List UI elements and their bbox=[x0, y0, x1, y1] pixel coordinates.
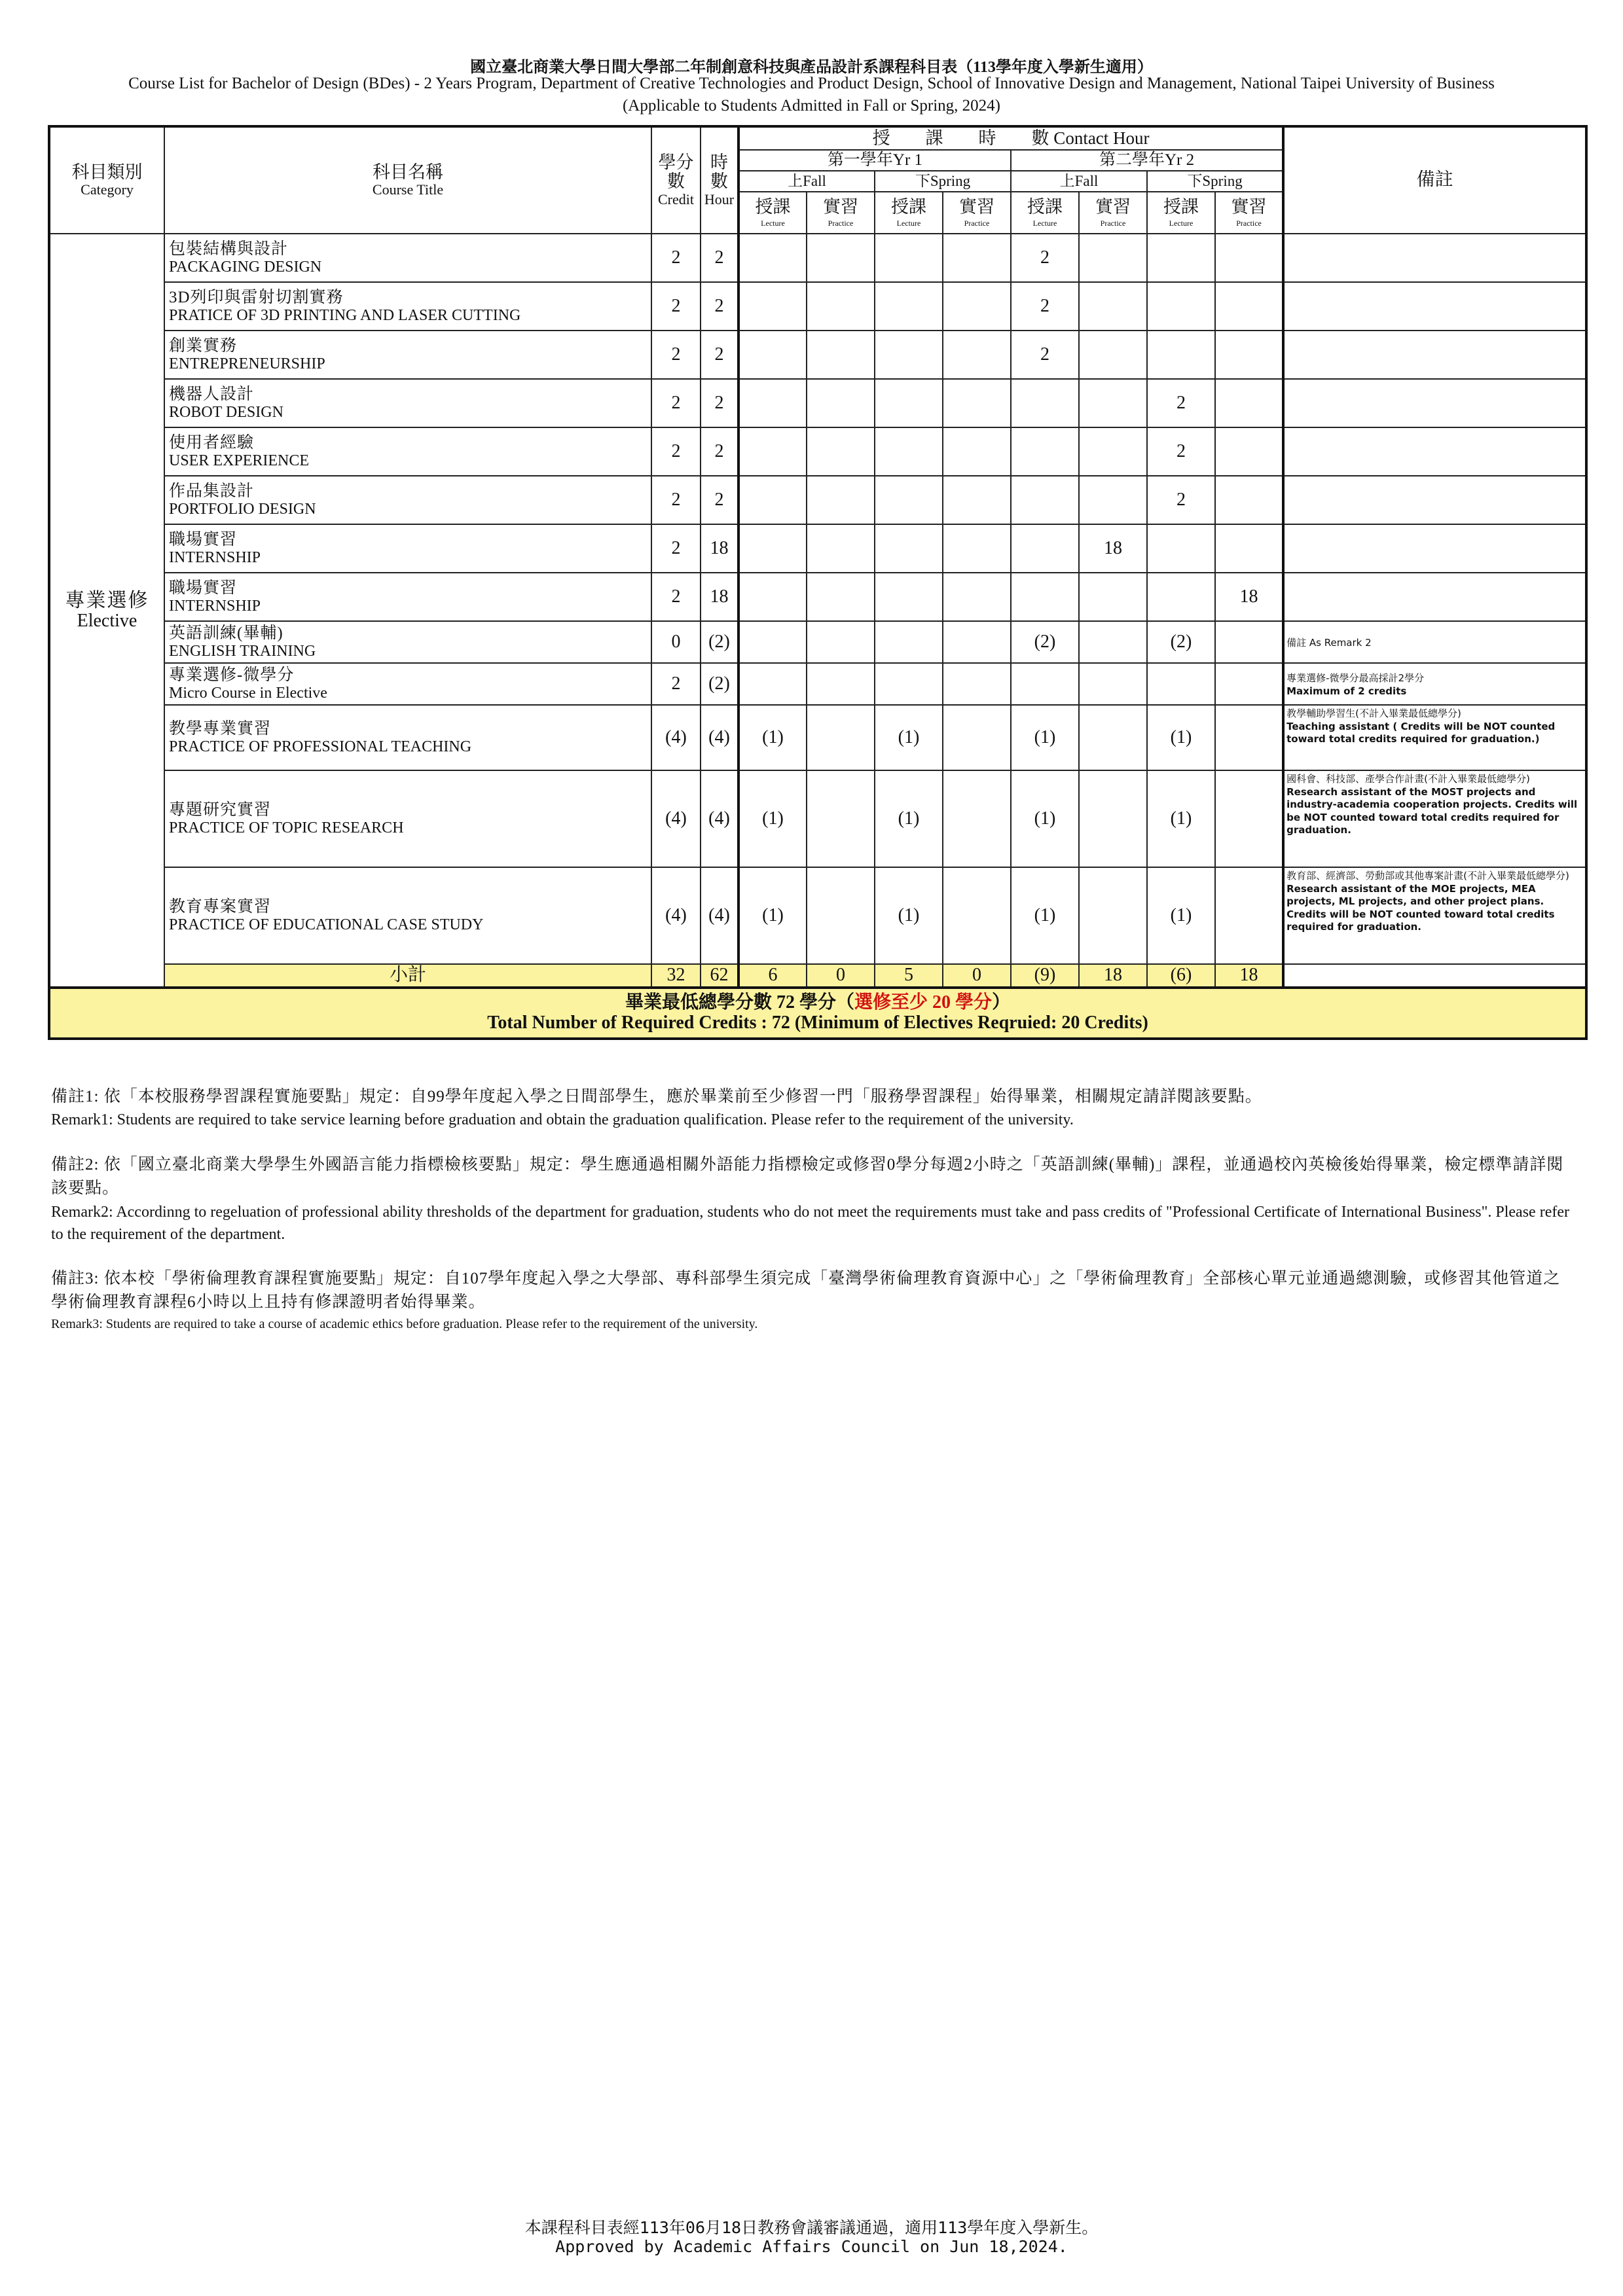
y1-spring-lecture-cell: (1) bbox=[875, 867, 943, 964]
yr1-header: 第一學年Yr 1 bbox=[739, 150, 1011, 171]
hour-cell: 2 bbox=[701, 427, 739, 476]
course-title-cell: 職場實習 INTERNSHIP bbox=[164, 573, 651, 621]
credit-cell: 2 bbox=[651, 234, 701, 282]
document-title-zh: 國立臺北商業大學日間大學部二年制創意科技與產品設計系課程科目表（113學年度入學新生適用） bbox=[470, 59, 1153, 76]
practice-header: 實習 Practice bbox=[1215, 192, 1283, 234]
y1-spring-lecture-cell bbox=[875, 621, 943, 663]
y1-fall-practice-cell bbox=[807, 234, 875, 282]
subtotal-y2-spring-practice: 18 bbox=[1215, 964, 1283, 988]
remark-cell bbox=[1283, 524, 1586, 573]
footer-approval-zh: 本課程科目表經113年06月18日教務會議審議通過，適用113學年度入學新生。 bbox=[524, 2218, 1099, 2237]
y2-fall-practice-cell: 18 bbox=[1079, 524, 1147, 573]
y2-spring-practice-cell bbox=[1215, 621, 1283, 663]
subtotal-y1-fall-practice: 0 bbox=[807, 964, 875, 988]
y1-fall-practice-cell bbox=[807, 331, 875, 379]
y2-fall-practice-cell bbox=[1079, 234, 1147, 282]
subtotal-y1-spring-lecture: 5 bbox=[875, 964, 943, 988]
table-row bbox=[49, 234, 1586, 282]
remark-cell: 備註 As Remark 2 bbox=[1283, 621, 1586, 663]
remark-3: 備註3: 依本校「學術倫理教育課程實施要點」規定：自107學年度起入學之大學部、專科部學生須完成「臺灣學術倫理教育資源中心」之「學術倫理教育」全部核心單元並通過總測驗，或修習其他管道之學術倫理教育課程6小時以上且持有修課證明者始得畢業。 Remark3: Students are required to take a course of academic ethics before graduation. Please refer to the requirement of the university. bbox=[51, 1270, 1561, 1331]
yr1-fall-header: 上Fall bbox=[739, 171, 875, 192]
subtotal-y1-fall-lecture: 6 bbox=[739, 964, 807, 988]
course-title-cell: 專業選修-微學分 Micro Course in Elective bbox=[164, 663, 651, 705]
table-row bbox=[49, 573, 1586, 621]
y2-spring-practice-cell bbox=[1215, 234, 1283, 282]
y1-fall-lecture-cell: (1) bbox=[739, 770, 807, 867]
total-credits-en: Total Number of Required Credits : 72 (Minimum of Electives Reqruied: 20 Credits) bbox=[487, 1013, 1148, 1033]
hour-cell: (4) bbox=[701, 770, 739, 867]
table-row bbox=[49, 663, 1586, 705]
y1-fall-lecture-cell bbox=[739, 234, 807, 282]
subtotal-y2-fall-practice: 18 bbox=[1079, 964, 1147, 988]
y2-fall-practice-cell bbox=[1079, 282, 1147, 331]
y2-spring-practice-cell bbox=[1215, 476, 1283, 524]
y2-fall-lecture-cell bbox=[1011, 476, 1079, 524]
y2-spring-practice-cell bbox=[1215, 379, 1283, 427]
y2-fall-lecture-cell bbox=[1011, 573, 1079, 621]
course-title-header: 科目名稱 Course Title bbox=[164, 126, 651, 234]
course-title-cell: 創業實務 ENTREPRENEURSHIP bbox=[164, 331, 651, 379]
y1-spring-lecture-cell: (1) bbox=[875, 705, 943, 770]
document-subtitle: (Applicable to Students Admitted in Fall or Spring, 2024) bbox=[622, 97, 1001, 115]
table-header bbox=[49, 126, 1586, 234]
y1-spring-lecture-cell bbox=[875, 234, 943, 282]
y2-spring-lecture-cell bbox=[1147, 282, 1215, 331]
hour-cell: 2 bbox=[701, 379, 739, 427]
hour-cell: 18 bbox=[701, 573, 739, 621]
credit-cell: 0 bbox=[651, 621, 701, 663]
course-title-cell: 教育專案實習 PRACTICE OF EDUCATIONAL CASE STUDY bbox=[164, 867, 651, 964]
course-title-cell: 作品集設計 PORTFOLIO DESIGN bbox=[164, 476, 651, 524]
y1-fall-lecture-cell bbox=[739, 282, 807, 331]
subtotal-label: 小計 bbox=[164, 964, 651, 988]
y1-fall-practice-cell bbox=[807, 282, 875, 331]
y2-spring-practice-cell bbox=[1215, 663, 1283, 705]
y2-fall-lecture-cell: (2) bbox=[1011, 621, 1079, 663]
remark-cell: 教育部、經濟部、勞動部或其他專案計畫(不計入畢業最低總學分) Research assistant of the MOE projects, MEA projects, ML projects, and other project plans. Credits will be NOT counted toward total credits required for graduation. bbox=[1283, 867, 1586, 964]
y1-fall-lecture-cell bbox=[739, 379, 807, 427]
credit-cell: 2 bbox=[651, 573, 701, 621]
y2-spring-practice-cell bbox=[1215, 770, 1283, 867]
y2-spring-lecture-cell: (1) bbox=[1147, 705, 1215, 770]
subtotal-row bbox=[49, 964, 1586, 988]
lecture-header: 授課 Lecture bbox=[875, 192, 943, 234]
credit-cell: 2 bbox=[651, 524, 701, 573]
hour-header: 時 數 Hour bbox=[701, 126, 739, 234]
y2-spring-lecture-cell: 2 bbox=[1147, 379, 1215, 427]
hour-cell: (4) bbox=[701, 867, 739, 964]
subtotal-y1-spring-practice: 0 bbox=[943, 964, 1011, 988]
y1-spring-practice-cell bbox=[943, 867, 1011, 964]
course-title-cell: 英語訓練(畢輔) ENGLISH TRAINING bbox=[164, 621, 651, 663]
lecture-header: 授課 Lecture bbox=[739, 192, 807, 234]
y1-fall-practice-cell bbox=[807, 621, 875, 663]
y1-fall-practice-cell bbox=[807, 573, 875, 621]
y2-spring-lecture-cell bbox=[1147, 234, 1215, 282]
remark-cell bbox=[1283, 379, 1586, 427]
practice-header: 實習 Practice bbox=[807, 192, 875, 234]
course-title-cell: 職場實習 INTERNSHIP bbox=[164, 524, 651, 573]
y1-fall-practice-cell bbox=[807, 663, 875, 705]
hour-cell: (2) bbox=[701, 663, 739, 705]
yr2-fall-header: 上Fall bbox=[1011, 171, 1147, 192]
credit-cell: (4) bbox=[651, 770, 701, 867]
y2-spring-lecture-cell: (2) bbox=[1147, 621, 1215, 663]
y2-spring-practice-cell bbox=[1215, 282, 1283, 331]
y1-spring-practice-cell bbox=[943, 282, 1011, 331]
y2-spring-practice-cell bbox=[1215, 331, 1283, 379]
y1-spring-lecture-cell bbox=[875, 573, 943, 621]
hour-cell: 2 bbox=[701, 234, 739, 282]
subtotal-y2-spring-lecture: (6) bbox=[1147, 964, 1215, 988]
total-credits-cell bbox=[49, 988, 1586, 1039]
y1-spring-practice-cell bbox=[943, 524, 1011, 573]
remark-2: 備註2: 依「國立臺北商業大學學生外國語言能力指標檢核要點」規定：學生應通過相關外語能力指標檢定或修習0學分每週2小時之「英語訓練(畢輔)」課程，並通過校內英檢後始得畢業，檢定標準請詳閱該要點。 Remark2: Accordinng to regeluation of professional ability thresholds of the department for graduation, students who do not meet the requirements must take and pass credits of "Professional Certificate of International Business". Please refer to the requirement of the department. bbox=[51, 1156, 1569, 1244]
credit-cell: 2 bbox=[651, 476, 701, 524]
y2-spring-lecture-cell: 2 bbox=[1147, 476, 1215, 524]
credit-cell: (4) bbox=[651, 867, 701, 964]
course-title-cell: 包裝結構與設計 PACKAGING DESIGN bbox=[164, 234, 651, 282]
y1-fall-practice-cell bbox=[807, 770, 875, 867]
credit-cell: (4) bbox=[651, 705, 701, 770]
remark-cell: 專業選修-微學分最高採計2學分 Maximum of 2 credits bbox=[1283, 663, 1586, 705]
y1-spring-lecture-cell: (1) bbox=[875, 770, 943, 867]
remark-cell bbox=[1283, 282, 1586, 331]
remark-cell: 教學輔助學習生(不計入畢業最低總學分) Teaching assistant ( Credits will be NOT counted toward total credits required for graduation.) bbox=[1283, 705, 1586, 770]
y2-spring-practice-cell bbox=[1215, 427, 1283, 476]
y2-fall-practice-cell bbox=[1079, 867, 1147, 964]
table-row bbox=[49, 867, 1586, 964]
course-title-cell: 教學專業實習 PRACTICE OF PROFESSIONAL TEACHING bbox=[164, 705, 651, 770]
practice-header: 實習 Practice bbox=[943, 192, 1011, 234]
y1-spring-lecture-cell bbox=[875, 524, 943, 573]
y1-fall-lecture-cell bbox=[739, 663, 807, 705]
credit-cell: 2 bbox=[651, 427, 701, 476]
y2-fall-practice-cell bbox=[1079, 379, 1147, 427]
remark-cell bbox=[1283, 234, 1586, 282]
y1-spring-practice-cell bbox=[943, 770, 1011, 867]
y1-fall-lecture-cell: (1) bbox=[739, 867, 807, 964]
total-credits-zh: 畢業最低總學分數 72 學分（選修至少 20 學分） bbox=[625, 992, 1011, 1013]
y2-fall-lecture-cell: 2 bbox=[1011, 234, 1079, 282]
y1-fall-lecture-cell bbox=[739, 427, 807, 476]
y2-fall-lecture-cell: 2 bbox=[1011, 282, 1079, 331]
yr1-spring-header: 下Spring bbox=[875, 171, 1011, 192]
y2-spring-practice-cell bbox=[1215, 705, 1283, 770]
y2-fall-practice-cell bbox=[1079, 705, 1147, 770]
y1-spring-practice-cell bbox=[943, 331, 1011, 379]
y2-fall-lecture-cell: (1) bbox=[1011, 705, 1079, 770]
table-row bbox=[49, 524, 1586, 573]
remark-cell bbox=[1283, 427, 1586, 476]
y1-spring-practice-cell bbox=[943, 705, 1011, 770]
y2-fall-practice-cell bbox=[1079, 663, 1147, 705]
lecture-header: 授課 Lecture bbox=[1011, 192, 1079, 234]
y2-fall-practice-cell bbox=[1079, 331, 1147, 379]
y1-spring-practice-cell bbox=[943, 621, 1011, 663]
table-row bbox=[49, 331, 1586, 379]
credit-cell: 2 bbox=[651, 379, 701, 427]
y2-spring-lecture-cell: (1) bbox=[1147, 867, 1215, 964]
y1-spring-practice-cell bbox=[943, 234, 1011, 282]
table-row bbox=[49, 379, 1586, 427]
table-row bbox=[49, 427, 1586, 476]
category-header: 科目類別 Category bbox=[49, 126, 164, 234]
y1-fall-practice-cell bbox=[807, 379, 875, 427]
y2-spring-practice-cell: 18 bbox=[1215, 573, 1283, 621]
y2-fall-lecture-cell bbox=[1011, 379, 1079, 427]
y2-spring-lecture-cell bbox=[1147, 663, 1215, 705]
y1-spring-lecture-cell bbox=[875, 476, 943, 524]
lecture-header: 授課 Lecture bbox=[1147, 192, 1215, 234]
subtotal-credit: 32 bbox=[651, 964, 701, 988]
course-table bbox=[48, 125, 1588, 1040]
course-title-cell: 使用者經驗 USER EXPERIENCE bbox=[164, 427, 651, 476]
yr2-header: 第二學年Yr 2 bbox=[1011, 150, 1283, 171]
y2-spring-lecture-cell bbox=[1147, 331, 1215, 379]
footer-approval-en: Approved by Academic Affairs Council on Jun 18,2024. bbox=[555, 2237, 1068, 2256]
remark-cell bbox=[1283, 331, 1586, 379]
hour-cell: 2 bbox=[701, 282, 739, 331]
y1-fall-practice-cell bbox=[807, 705, 875, 770]
yr2-spring-header: 下Spring bbox=[1147, 171, 1283, 192]
y1-fall-practice-cell bbox=[807, 476, 875, 524]
y2-spring-lecture-cell bbox=[1147, 573, 1215, 621]
y1-spring-lecture-cell bbox=[875, 331, 943, 379]
hour-cell: 2 bbox=[701, 476, 739, 524]
hour-cell: (4) bbox=[701, 705, 739, 770]
y1-fall-practice-cell bbox=[807, 524, 875, 573]
y1-spring-lecture-cell bbox=[875, 427, 943, 476]
credit-header: 學分 數 Credit bbox=[651, 126, 701, 234]
remark-1: 備註1: 依「本校服務學習課程實施要點」規定：自99學年度起入學之日間部學生，應於畢業前至少修習一門「服務學習課程」始得畢業，相關規定請詳閱該要點。 Remark1: Students are required to take service learning before graduation and obtain the graduation qualification. Please refer to the requirement of the university. bbox=[51, 1088, 1262, 1129]
y2-spring-practice-cell bbox=[1215, 524, 1283, 573]
y2-fall-practice-cell bbox=[1079, 476, 1147, 524]
hour-cell: 18 bbox=[701, 524, 739, 573]
y2-fall-practice-cell bbox=[1079, 573, 1147, 621]
subtotal-remark bbox=[1283, 964, 1586, 988]
hour-cell: 2 bbox=[701, 331, 739, 379]
course-title-cell: 機器人設計 ROBOT DESIGN bbox=[164, 379, 651, 427]
y1-spring-practice-cell bbox=[943, 379, 1011, 427]
subtotal-hour: 62 bbox=[701, 964, 739, 988]
y1-spring-lecture-cell bbox=[875, 379, 943, 427]
contact-hour-header: 授 課 時 數 Contact Hour bbox=[739, 126, 1283, 150]
y2-spring-lecture-cell: (1) bbox=[1147, 770, 1215, 867]
y1-spring-practice-cell bbox=[943, 573, 1011, 621]
y2-fall-practice-cell bbox=[1079, 427, 1147, 476]
table-row bbox=[49, 770, 1586, 867]
y2-fall-practice-cell bbox=[1079, 621, 1147, 663]
y1-spring-practice-cell bbox=[943, 476, 1011, 524]
y1-fall-lecture-cell bbox=[739, 621, 807, 663]
y1-spring-lecture-cell bbox=[875, 282, 943, 331]
practice-header: 實習 Practice bbox=[1079, 192, 1147, 234]
y2-fall-lecture-cell: (1) bbox=[1011, 867, 1079, 964]
y2-fall-lecture-cell: 2 bbox=[1011, 331, 1079, 379]
y2-spring-lecture-cell bbox=[1147, 524, 1215, 573]
table-row bbox=[49, 476, 1586, 524]
y1-fall-lecture-cell bbox=[739, 331, 807, 379]
y1-spring-practice-cell bbox=[943, 427, 1011, 476]
y1-fall-lecture-cell bbox=[739, 573, 807, 621]
credit-cell: 2 bbox=[651, 282, 701, 331]
credit-cell: 2 bbox=[651, 663, 701, 705]
course-title-cell: 3D列印與雷射切割實務 PRATICE OF 3D PRINTING AND LASER CUTTING bbox=[164, 282, 651, 331]
y2-fall-lecture-cell: (1) bbox=[1011, 770, 1079, 867]
y2-spring-lecture-cell: 2 bbox=[1147, 427, 1215, 476]
remark-cell bbox=[1283, 476, 1586, 524]
remark-cell: 國科會、科技部、產學合作計畫(不計入畢業最低總學分) Research assistant of the MOST projects and industry-academia cooperation projects. Credits will be NOT counted toward total credits required for graduation. bbox=[1283, 770, 1586, 867]
y2-fall-lecture-cell bbox=[1011, 524, 1079, 573]
y2-fall-lecture-cell bbox=[1011, 427, 1079, 476]
category-cell: 專業選修 Elective bbox=[49, 234, 164, 988]
table-row bbox=[49, 282, 1586, 331]
y2-fall-lecture-cell bbox=[1011, 663, 1079, 705]
credit-cell: 2 bbox=[651, 331, 701, 379]
y2-spring-practice-cell bbox=[1215, 867, 1283, 964]
remark-cell bbox=[1283, 573, 1586, 621]
subtotal-y2-fall-lecture: (9) bbox=[1011, 964, 1079, 988]
y1-spring-practice-cell bbox=[943, 663, 1011, 705]
table-body bbox=[49, 234, 1586, 1039]
hour-cell: (2) bbox=[701, 621, 739, 663]
y1-spring-lecture-cell bbox=[875, 663, 943, 705]
y1-fall-lecture-cell: (1) bbox=[739, 705, 807, 770]
y2-fall-practice-cell bbox=[1079, 770, 1147, 867]
document-title-en: Course List for Bachelor of Design (BDes) - 2 Years Program, Department of Creative Technologies and Product Design, School of Innovative Design and Management, National Taipei University of Business bbox=[128, 75, 1495, 92]
remark-header: 備註 bbox=[1283, 126, 1586, 234]
course-title-cell: 專題研究實習 PRACTICE OF TOPIC RESEARCH bbox=[164, 770, 651, 867]
y1-fall-lecture-cell bbox=[739, 524, 807, 573]
y1-fall-practice-cell bbox=[807, 427, 875, 476]
table-row bbox=[49, 621, 1586, 663]
total-row bbox=[49, 988, 1586, 1039]
y1-fall-practice-cell bbox=[807, 867, 875, 964]
y1-fall-lecture-cell bbox=[739, 476, 807, 524]
table-row bbox=[49, 705, 1586, 770]
